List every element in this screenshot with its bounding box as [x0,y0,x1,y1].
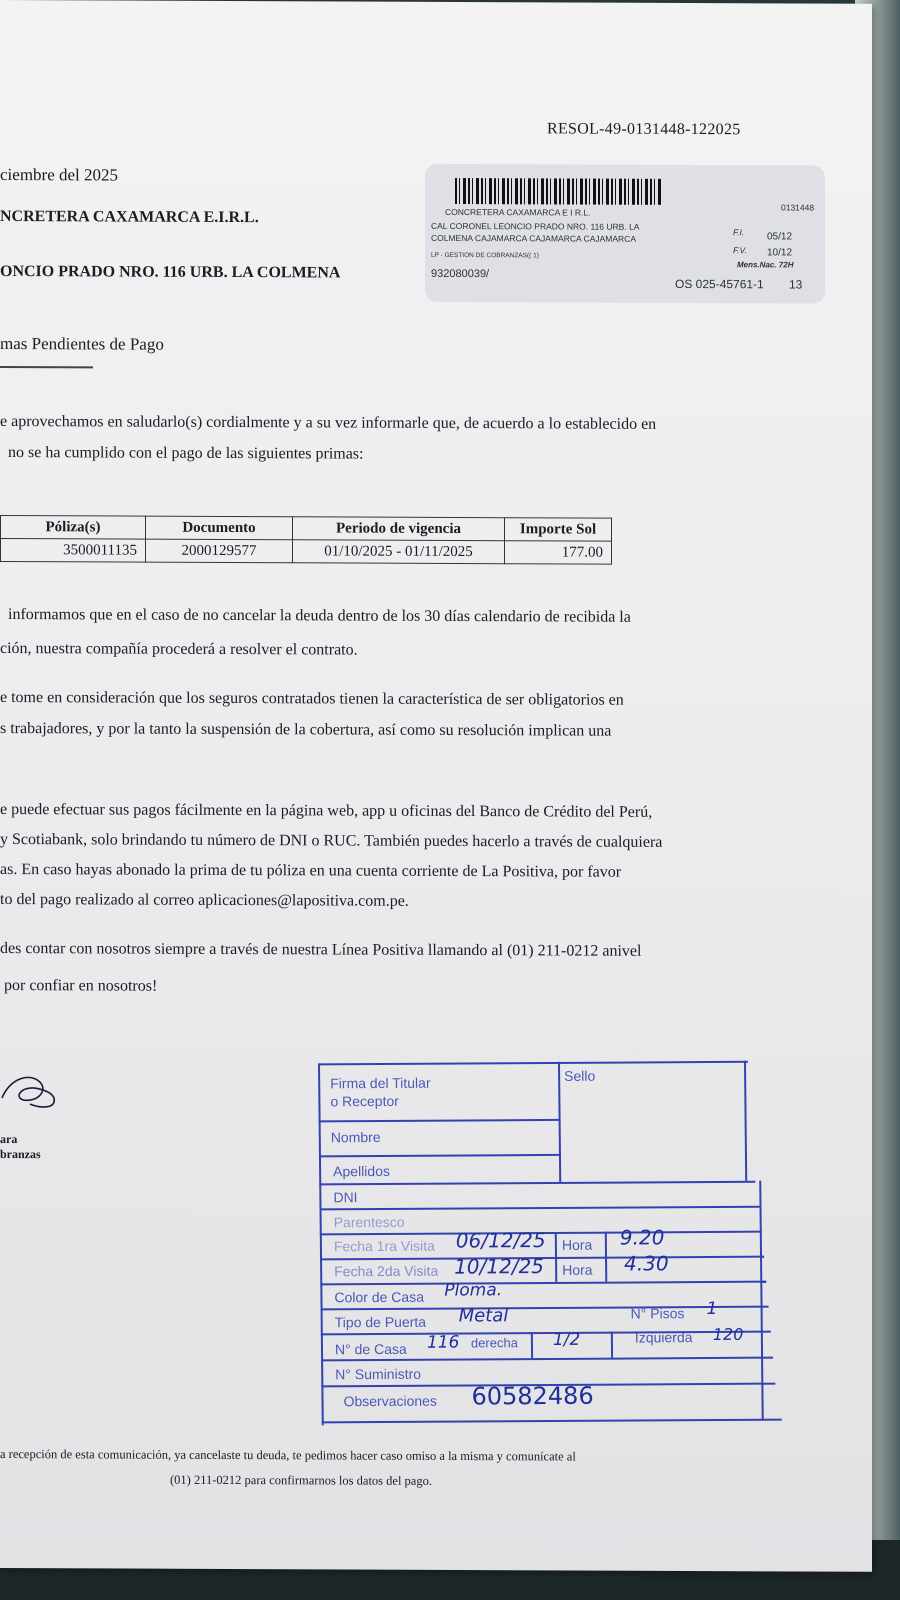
intro-line-1: e aprovechamos en saludarlo(s) cordialmente y a su vez informarle que, de acuerdo a lo establecido en [0,413,657,433]
barcode [455,178,663,205]
stamp-dni-label: DNI [333,1189,358,1206]
handwritten-color: Ploma. [444,1280,503,1301]
header-documento: Documento [146,516,293,540]
header-periodo: Periodo de vigencia [293,517,505,541]
label-fv-label: F.V. [733,245,747,256]
table-header-row [1,516,612,542]
cell-importe: 177.00 [505,541,612,564]
stamp-apellidos-label: Apellidos [333,1162,391,1180]
label-fi-label: F.I. [733,227,745,238]
handwritten-ncasa: 116 [426,1332,460,1353]
label-department: LP - GESTION DE COBRANZAS(( 1) [431,251,539,260]
stamp-parentesco-label: Parentesco [333,1213,405,1231]
signature-title-2: branzas [0,1147,41,1162]
stamp-pisos-label: N° Pisos [630,1305,685,1322]
reference-number: RESOL-49-0131448-122025 [547,120,741,139]
subject-line: mas Pendientes de Pago [0,334,164,354]
letter-date: ciembre del 2025 [0,165,119,185]
label-address-1: CAL CORONEL LEONCIO PRADO NRO. 116 URB. LA [431,220,640,232]
handwritten-observaciones: 60582486 [471,1381,594,1411]
handwritten-izquierda: 120 [712,1324,744,1344]
handwritten-pisos: 1 [706,1298,718,1320]
label-address-2: COLMENA CAJAMARCA CAJAMARCA CAJAMARCA [431,232,636,244]
label-phone: 932080039/ [431,267,490,281]
intro-line-2: no se ha cumplido con el pago de las siguientes primas: [8,444,364,463]
para3-line-2: s trabajadores, y por la tanto la suspensión de la cobertura, así como su resolución implican una [0,720,612,740]
stamp-nombre-label: Nombre [330,1129,381,1146]
signature-title-1: ara [0,1132,18,1147]
para5-line-2: por confiar en nosotros! [4,977,158,995]
para4-line-3: as. En caso hayas abonado la prima de tu póliza en una cuenta corriente de La Positiva, por favor [0,861,622,881]
label-count: 13 [789,277,803,292]
stamp-firma-label: Firma del Titular [330,1074,431,1092]
cell-periodo: 01/10/2025 - 01/11/2025 [293,540,505,564]
table-row [1,539,612,565]
cell-poliza: 3500011135 [1,539,146,563]
stamp-visita1-label: Fecha 1ra Visita [333,1237,435,1255]
recipient-address: ONCIO PRADO NRO. 116 URB. LA COLMENA [0,263,341,282]
pending-premiums-table [0,515,612,565]
header-importe: Importe Sol [505,518,612,541]
header-poliza: Póliza(s) [1,516,146,540]
footer-line-2: (01) 211-0212 para confirmarnos los datos del pago. [170,1472,432,1488]
para4-line-4: to del pago realizado al correo aplicaciones@lapositiva.com.pe. [0,891,409,910]
para2-line-2: ción, nuestra compañía procederá a resolver el contrato. [0,640,358,659]
label-fi-value: 05/12 [767,231,793,243]
para2-line-1: informamos que en el caso de no cancelar la deuda dentro de los 30 días calendario de recibida la [8,606,631,626]
footer-line-1: a recepción de esta comunicación, ya cancelaste tu deuda, te pedimos hacer caso omiso a la misma y comunícate al [0,1447,576,1464]
handwritten-hora1: 9.20 [619,1225,665,1250]
stamp-color-label: Color de Casa [334,1288,425,1306]
label-fv-value: 10/12 [767,247,793,259]
shipping-label [425,164,825,304]
signature-scribble [0,1068,62,1112]
stamp-ncasa-label: N° de Casa [334,1340,407,1358]
para3-line-1: e tome en consideración que los seguros contratados tienen la característica de ser obligatorios en [0,689,624,709]
handwritten-visita1: 06/12/25 [455,1228,546,1253]
stamp-sello-label: Sello [564,1067,596,1084]
stamp-derecha-label: derecha [470,1335,518,1351]
recipient-name: NCRETERA CAXAMARCA E.I.R.L. [0,208,259,227]
stamp-hora1-label: Hora [561,1236,593,1253]
handwritten-puerta: Metal [458,1305,509,1327]
cell-documento: 2000129577 [146,539,293,563]
handwritten-derecha: 1/2 [552,1329,581,1350]
visit-stamp [318,1060,798,1433]
stamp-puerta-label: Tipo de Puerta [334,1313,427,1331]
label-service-type: Mens.Nac. 72H [737,260,794,270]
stamp-visita2-label: Fecha 2da Visita [334,1262,439,1280]
para4-line-2: y Scotiabank, solo brindando tu número de DNI o RUC. También puedes hacerlo a través de cualquiera [0,831,663,851]
label-sender-name: CONCRETERA CAXAMARCA E I R.L. [445,206,591,218]
stamp-suministro-label: N° Suministro [335,1365,422,1383]
handwritten-visita2: 10/12/25 [454,1254,545,1279]
stamp-observaciones-label: Observaciones [343,1392,438,1410]
subject-underline [0,366,93,368]
stamp-izquierda-label: Izquierda [634,1329,693,1346]
handwritten-hora2: 4.30 [623,1251,669,1276]
label-code: 0131448 [781,202,815,213]
para5-line-1: des contar con nosotros siempre a través de nuestra Línea Positiva llamando al (01) 211-0212 anivel [0,940,642,960]
stamp-hora2-label: Hora [562,1261,593,1278]
label-os-number: OS 025-45761-1 [675,276,764,292]
stamp-firma-label-2: o Receptor [330,1092,399,1110]
para4-line-1: e puede efectuar sus pagos fácilmente en la página web, app u oficinas del Banco de Crédito del Perú, [0,801,653,821]
